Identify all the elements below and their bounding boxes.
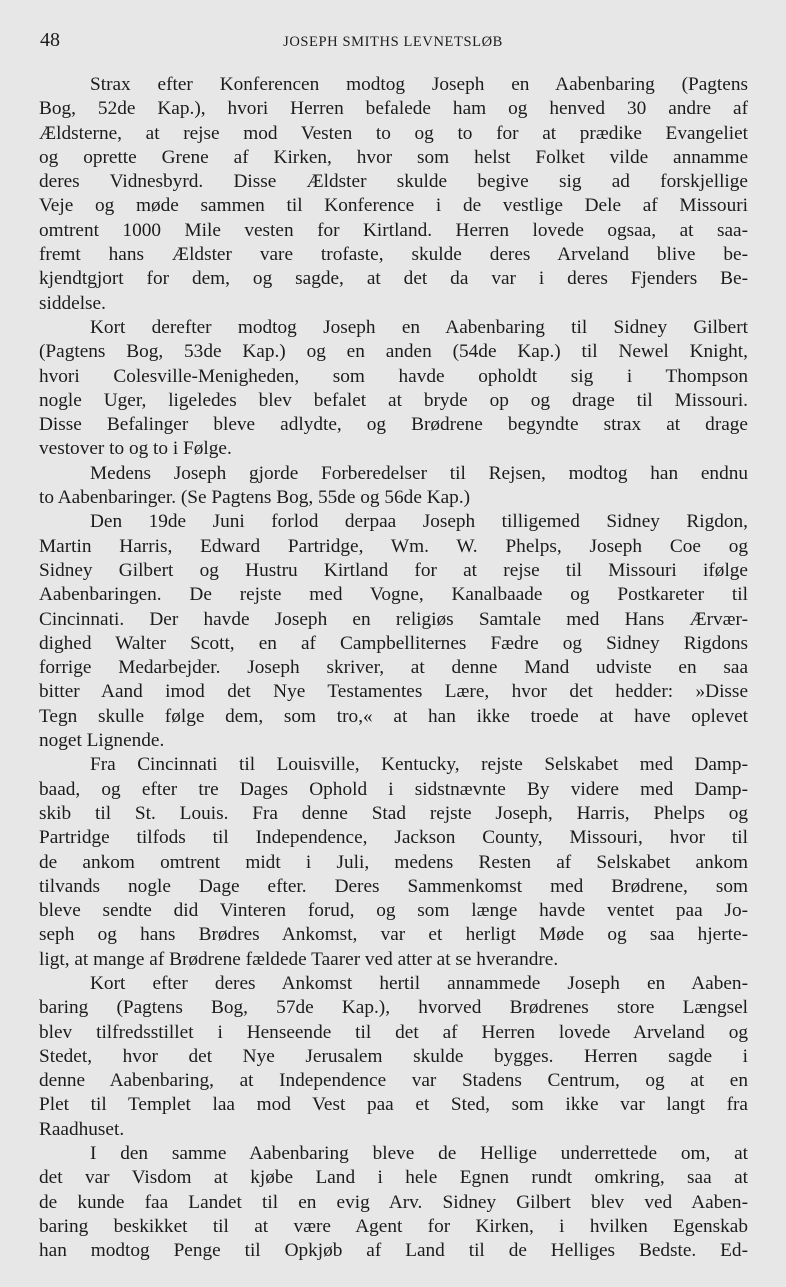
text-line: Kort derefter modtog Joseph en Aabenbaring til Sidney Gilbert xyxy=(90,316,748,338)
text-line: Bog, 52de Kap.), hvori Herren befalede ham og henved 30 andre af xyxy=(39,98,748,120)
text-line: denne Aabenbaring, at Independence var Stadens Centrum, og at en xyxy=(39,1070,748,1092)
text-line: fremt hans Ældster vare trofaste, skulde deres Arveland blive be- xyxy=(39,244,748,266)
text-line: skib til St. Louis. Fra denne Stad rejste Joseph, Harris, Phelps og xyxy=(39,802,748,824)
text-line: Tegn skulle følge dem, som tro,« at han ikke troede at have oplevet xyxy=(39,705,748,727)
text-line: (Pagtens Bog, 53de Kap.) og en anden (54de Kap.) til Newel Knight, xyxy=(39,341,748,363)
text-line: baad, og efter tre Dages Ophold i sidstnævnte By videre med Damp- xyxy=(39,778,748,800)
text-line: Fra Cincinnati til Louisville, Kentucky, rejste Selskabet med Damp- xyxy=(90,754,748,776)
text-line: Stedet, hvor det Nye Jerusalem skulde bygges. Herren sagde i xyxy=(39,1045,748,1067)
text-line: I den samme Aabenbaring bleve de Hellige underrettede om, at xyxy=(90,1143,748,1165)
text-line: nogle Uger, ligeledes blev befalet at bryde op og drage til Missouri. xyxy=(39,389,748,411)
text-line: seph og hans Brødres Ankomst, var et herligt Møde og saa hjerte- xyxy=(39,924,748,946)
text-line: og oprette Grene af Kirken, hvor som helst Folket vilde annamme xyxy=(39,146,748,168)
text-line: to Aabenbaringer. (Se Pagtens Bog, 55de og 56de Kap.) xyxy=(39,487,471,509)
text-line: det var Visdom at kjøbe Land i hele Egnen rundt omkring, saa at xyxy=(39,1167,748,1189)
page-number: 48 xyxy=(40,29,60,51)
text-line: Den 19de Juni forlod derpaa Joseph tilligemed Sidney Rigdon, xyxy=(90,511,748,533)
text-line: ligt, at mange af Brødrene fældede Taarer ved atter at se hverandre. xyxy=(39,948,559,970)
text-line: Strax efter Konferencen modtog Joseph en Aabenbaring (Pagtens xyxy=(90,74,748,95)
text-line: de ankom omtrent midt i Juli, medens Resten af Selskabet ankom xyxy=(39,851,748,873)
text-line: Partridge tilfods til Independence, Jackson County, Missouri, hvor til xyxy=(39,827,748,849)
text-line: baring (Pagtens Bog, 57de Kap.), hvorved Brødrenes store Længsel xyxy=(39,997,748,1019)
text-line: forrige Medarbejder. Joseph skriver, at denne Mand udviste en saa xyxy=(39,657,748,679)
text-line: Aabenbaringen. De rejste med Vogne, Kanalbaade og Postkareter til xyxy=(39,584,748,606)
text-line: Ældsterne, at rejse mod Vesten to og to for at prædike Evangeliet xyxy=(39,122,748,144)
text-line: Veje og møde sammen til Konference i de vestlige Dele af Missouri xyxy=(39,195,748,217)
text-line: deres Vidnesbyrd. Disse Ældster skulde begive sig ad forskjellige xyxy=(39,171,748,193)
text-line: Plet til Templet laa mod Vest paa et Sted, som ikke var langt fra xyxy=(39,1094,748,1116)
text-line: Kort efter deres Ankomst hertil annammede Joseph en Aaben- xyxy=(90,972,748,994)
text-line: noget Lignende. xyxy=(39,730,165,752)
text-line: dighed Walter Scott, en af Campbelliternes Fædre og Sidney Rigdons xyxy=(39,632,748,654)
text-line: Cincinnati. Der havde Joseph en religiøs Samtale med Hans Ærvær- xyxy=(39,608,748,630)
text-line: de kunde faa Landet til en evig Arv. Sidney Gilbert blev ved Aaben- xyxy=(39,1191,748,1213)
text-line: vestover to og to i Følge. xyxy=(39,438,232,460)
text-line: blev tilfredsstillet i Henseende til det af Herren lovede Arveland og xyxy=(39,1021,748,1043)
text-line: bleve sendte did Vinteren forud, og som længe havde ventet paa Jo- xyxy=(39,900,748,922)
body-text xyxy=(39,73,748,1264)
text-line: Raadhuset. xyxy=(39,1118,125,1140)
text-line: han modtog Penge til Opkjøb af Land til de Helliges Bedste. Ed- xyxy=(39,1240,748,1262)
text-line: Medens Joseph gjorde Forberedelser til Rejsen, modtog han endnu xyxy=(90,462,748,484)
running-title: JOSEPH SMITHS LEVNETSLØB xyxy=(283,34,503,50)
text-line: omtrent 1000 Mile vesten for Kirtland. Herren lovede ogsaa, at saa- xyxy=(39,219,748,241)
text-line: Sidney Gilbert og Hustru Kirtland for at rejse til Missouri ifølge xyxy=(39,559,748,581)
text-line: hvori Colesville-Menigheden, som havde opholdt sig i Thompson xyxy=(39,365,748,387)
text-line: baring beskikket til at være Agent for Kirken, i hvilken Egenskab xyxy=(39,1215,748,1237)
text-line: tilvands nogle Dage efter. Deres Sammenkomst med Brødrene, som xyxy=(39,875,748,897)
text-line: siddelse. xyxy=(39,292,106,314)
text-line: Disse Befalinger bleve adlydte, og Brødrene begyndte strax at drage xyxy=(39,414,748,436)
text-line: Martin Harris, Edward Partridge, Wm. W. Phelps, Joseph Coe og xyxy=(39,535,748,557)
text-line: bitter Aand imod det Nye Testamentes Lære, hvor det hedder: »Disse xyxy=(39,681,748,703)
text-line: kjendtgjort for dem, og sagde, at det da var i deres Fjenders Be- xyxy=(39,268,748,290)
